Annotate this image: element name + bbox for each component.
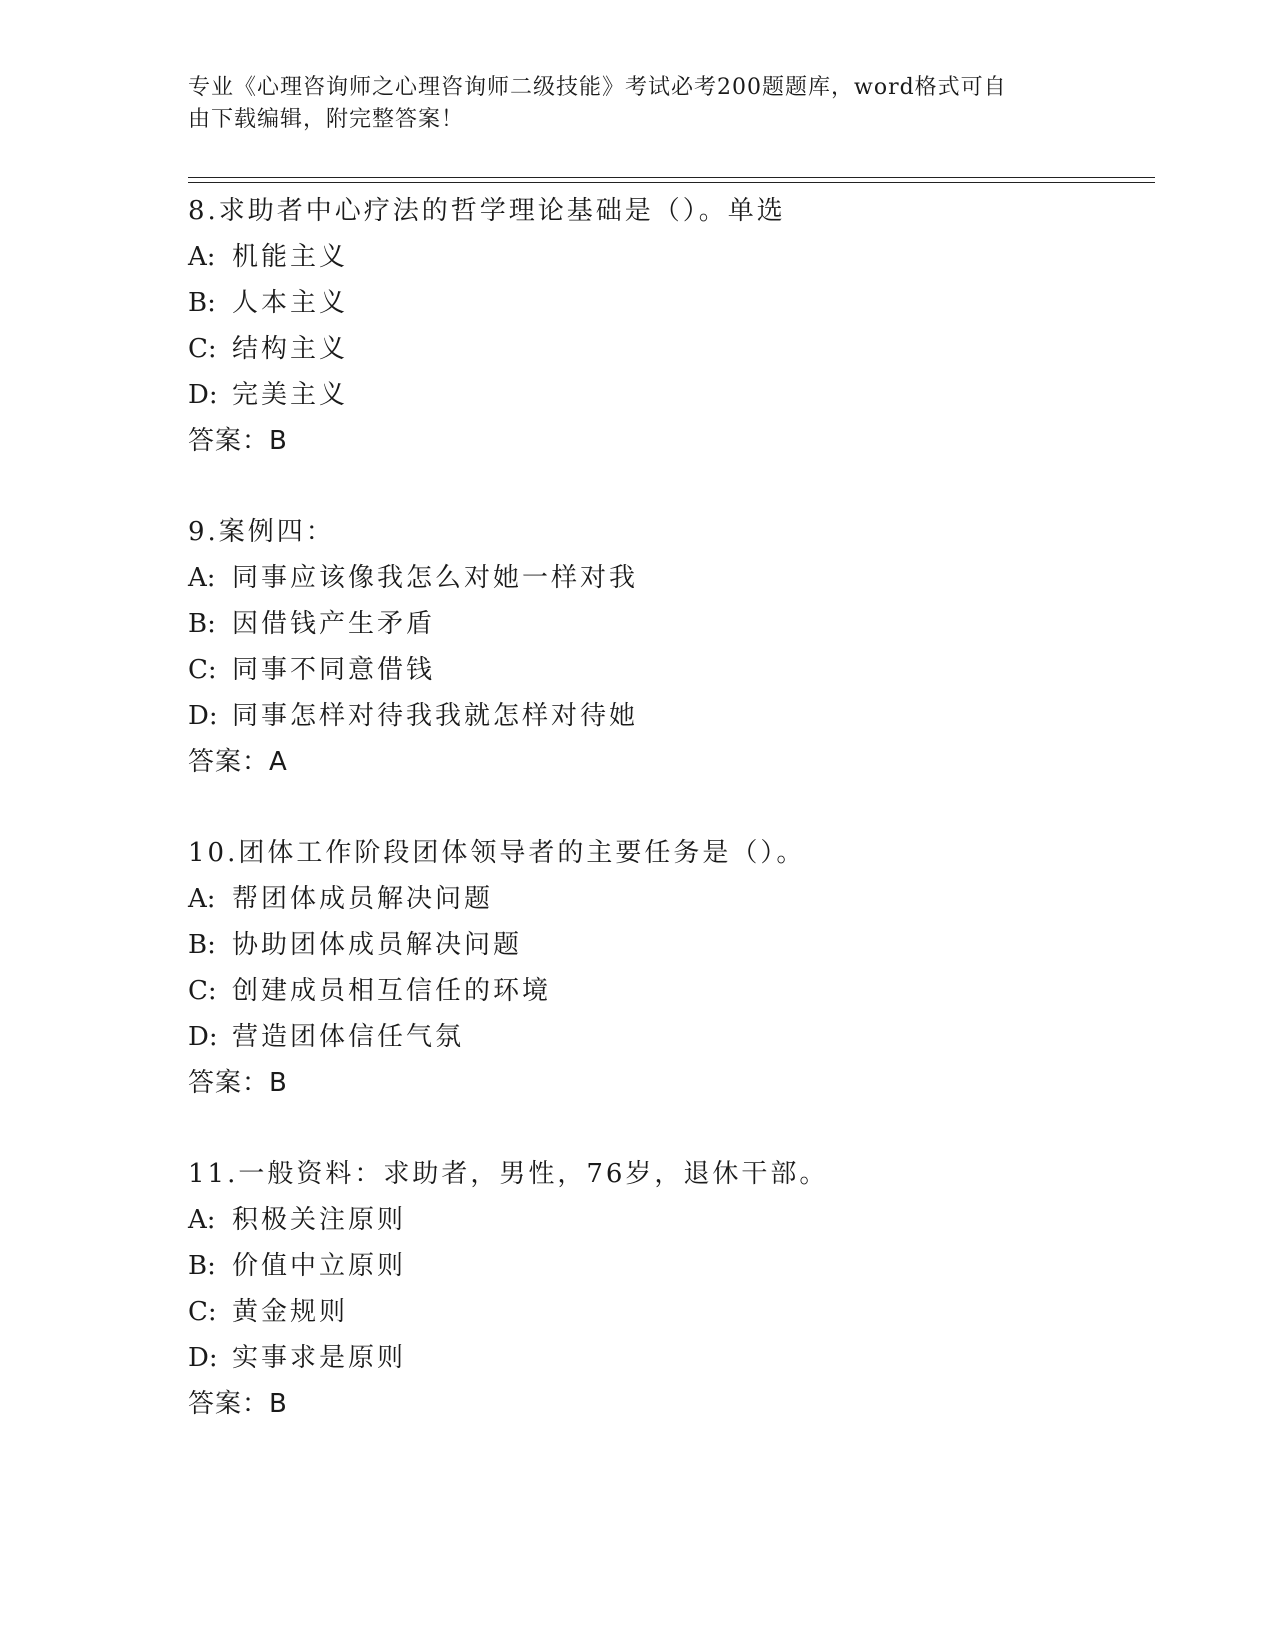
option-d: [188, 1014, 1138, 1060]
question-block: [188, 188, 1138, 464]
option-text: 同事应该像我怎么对她一样对我: [232, 563, 639, 593]
option-d: [188, 1335, 1138, 1381]
option-text: 结构主义: [232, 334, 349, 364]
option-text: 协助团体成员解决问题: [232, 930, 523, 960]
option-text: 创建成员相互信任的环境: [232, 976, 552, 1006]
option-label: A:: [188, 242, 216, 272]
header-line-1: 专业《心理咨询师之心理咨询师二级技能》考试必考200题题库，word格式可自: [188, 75, 1007, 100]
question-block: [188, 509, 1138, 785]
header-divider-top: [188, 177, 1155, 178]
option-b: [188, 922, 1138, 968]
option-label: C:: [188, 655, 217, 685]
option-label: C:: [188, 334, 217, 364]
option-label: A:: [188, 563, 216, 593]
option-text: 因借钱产生矛盾: [232, 609, 436, 639]
option-label: A:: [188, 884, 216, 914]
option-text: 同事怎样对待我我就怎样对待她: [232, 701, 639, 731]
question-stem: 9.案例四：: [188, 517, 335, 547]
answer: 答案：B: [188, 1389, 288, 1419]
question-stem: 10.团体工作阶段团体领导者的主要任务是（）。: [188, 838, 806, 868]
option-d: [188, 372, 1138, 418]
option-c: [188, 326, 1138, 372]
option-b: [188, 1243, 1138, 1289]
option-label: D:: [188, 1022, 218, 1052]
option-text: 机能主义: [232, 242, 349, 272]
option-b: [188, 280, 1138, 326]
option-a: [188, 1197, 1138, 1243]
option-text: 黄金规则: [232, 1297, 349, 1327]
option-label: B:: [188, 288, 216, 318]
option-a: [188, 876, 1138, 922]
answer: 答案：A: [188, 747, 288, 777]
question-stem: 8.求助者中心疗法的哲学理论基础是（）。单选: [188, 196, 786, 226]
option-label: B:: [188, 609, 216, 639]
option-c: [188, 647, 1138, 693]
question-block: [188, 1151, 1138, 1427]
question-block: [188, 830, 1138, 1106]
answer: 答案：B: [188, 1068, 288, 1098]
option-b: [188, 601, 1138, 647]
option-a: [188, 234, 1138, 280]
option-label: B:: [188, 930, 216, 960]
option-label: D:: [188, 701, 218, 731]
option-text: 积极关注原则: [232, 1205, 407, 1235]
document-header: [188, 72, 1068, 136]
option-a: [188, 555, 1138, 601]
option-c: [188, 1289, 1138, 1335]
option-text: 价值中立原则: [232, 1251, 407, 1281]
option-text: 实事求是原则: [232, 1343, 407, 1373]
option-text: 同事不同意借钱: [232, 655, 436, 685]
header-divider-bottom: [188, 182, 1155, 183]
option-c: [188, 968, 1138, 1014]
option-label: D:: [188, 380, 218, 410]
option-label: B:: [188, 1251, 216, 1281]
option-label: A:: [188, 1205, 216, 1235]
option-label: C:: [188, 976, 217, 1006]
option-d: [188, 693, 1138, 739]
option-label: C:: [188, 1297, 217, 1327]
question-stem: 11.一般资料：求助者，男性，76岁，退休干部。: [188, 1159, 829, 1189]
answer: 答案：B: [188, 426, 288, 456]
option-text: 营造团体信任气氛: [232, 1022, 465, 1052]
option-text: 帮团体成员解决问题: [232, 884, 494, 914]
option-text: 人本主义: [232, 288, 349, 318]
option-label: D:: [188, 1343, 218, 1373]
option-text: 完美主义: [232, 380, 349, 410]
header-line-2: 由下载编辑，附完整答案！: [188, 107, 465, 132]
